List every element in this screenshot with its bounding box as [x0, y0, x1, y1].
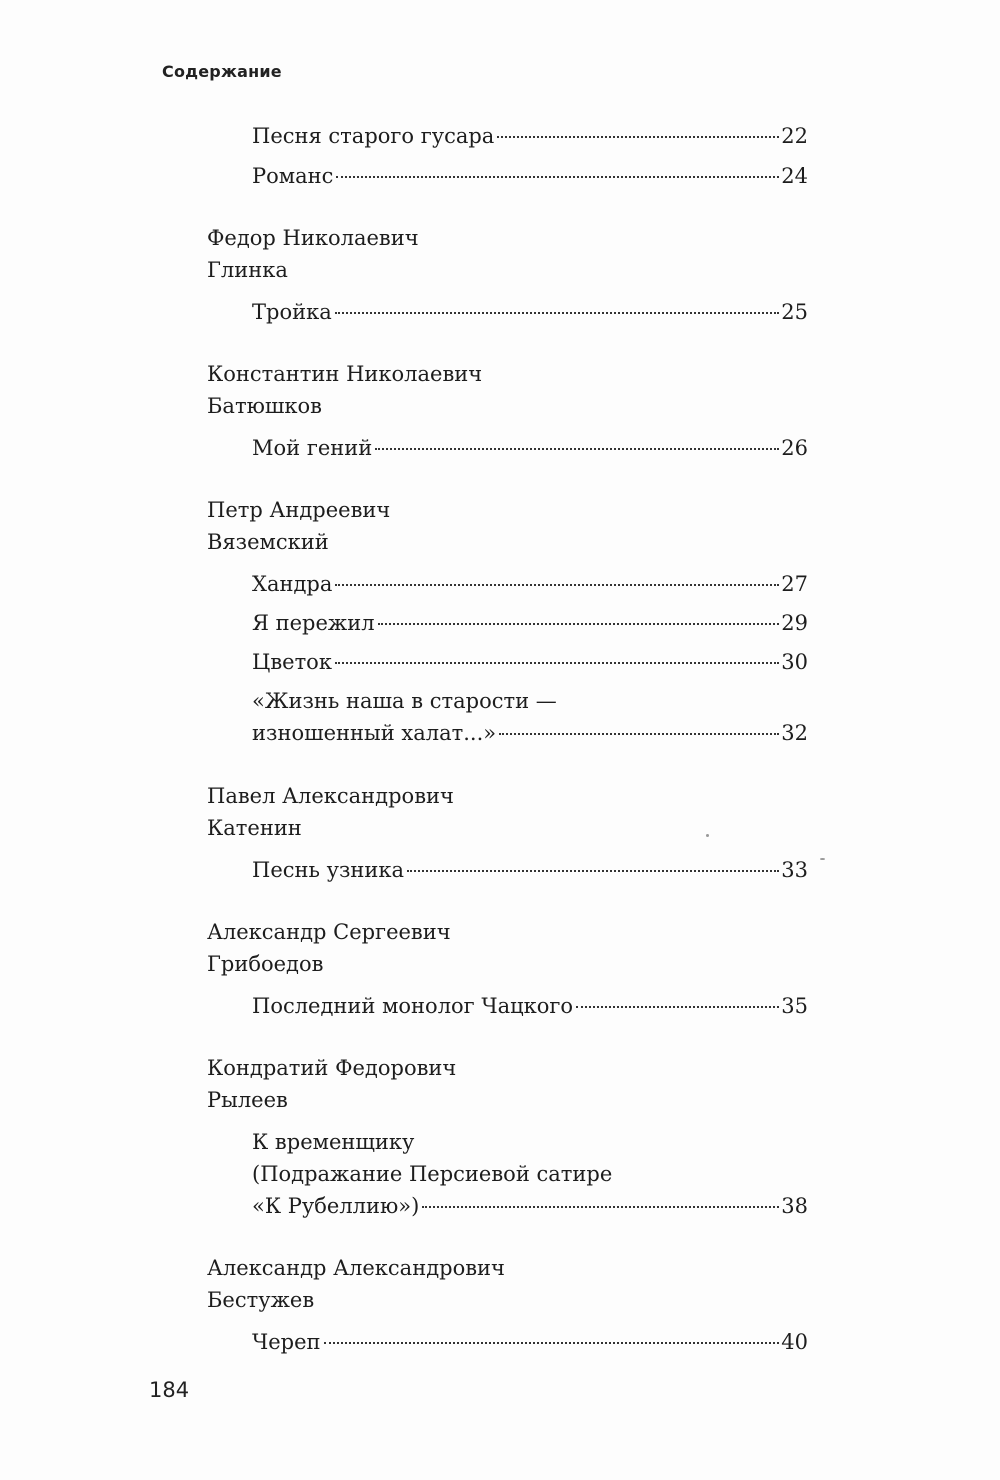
toc-row: [252, 432, 808, 464]
toc-row: [252, 607, 808, 639]
toc-entry: [252, 646, 808, 678]
entry-page-number: 33: [781, 858, 808, 882]
dot-leader: [335, 662, 779, 664]
toc-entry: [252, 120, 808, 152]
dot-leader: [407, 870, 779, 872]
entry-page-number: 38: [781, 1194, 808, 1218]
dot-leader: [335, 312, 780, 314]
author-name-line: Александр Александрович: [207, 1256, 505, 1280]
author-name-line: Кондратий Федорович: [207, 1056, 457, 1080]
author-name-line: Рылеев: [207, 1088, 288, 1112]
entry-page-number: 40: [781, 1330, 808, 1354]
toc-entry: [252, 1126, 808, 1222]
toc-author: [207, 1252, 505, 1316]
toc-row: [252, 1190, 808, 1222]
entry-page-number: 24: [781, 164, 808, 188]
entry-title: Цветок: [252, 650, 332, 674]
entry-title: Тройка: [252, 300, 332, 324]
entry-title: Последний монолог Чацкого: [252, 994, 574, 1018]
toc-author: [207, 358, 482, 422]
dot-leader: [422, 1206, 779, 1208]
dot-leader: [335, 584, 779, 586]
author-name-line: Вяземский: [207, 530, 329, 554]
dot-leader: [336, 176, 779, 178]
entry-title: Череп: [252, 1330, 321, 1354]
toc-entry: [252, 568, 808, 600]
toc-author: [207, 494, 390, 558]
toc-row: [252, 990, 808, 1022]
entry-page-number: 32: [781, 721, 808, 745]
author-name-line: Павел Александрович: [207, 784, 454, 808]
paper-speck: [820, 858, 825, 860]
entry-page-number: 30: [781, 650, 808, 674]
entry-page-number: 22: [781, 124, 808, 148]
toc-entry: [252, 990, 808, 1022]
entry-title: Романс: [252, 164, 334, 188]
author-name-line: Батюшков: [207, 394, 322, 418]
toc-entry: [252, 432, 808, 464]
author-name-line: Константин Николаевич: [207, 362, 483, 386]
entry-title: Мой гений: [252, 436, 373, 460]
entry-title-line: К временщику: [252, 1130, 415, 1154]
entry-title: Песня старого гусара: [252, 124, 495, 148]
author-name-line: Глинка: [207, 258, 288, 282]
dot-leader: [576, 1006, 779, 1008]
toc-row: [252, 854, 808, 886]
entry-title: «К Рубеллию»): [252, 1194, 420, 1218]
author-name-line: Грибоедов: [207, 952, 324, 976]
toc-row: [252, 160, 808, 192]
dot-leader: [324, 1342, 780, 1344]
running-head: Содержание: [162, 62, 282, 81]
toc-row: [252, 717, 808, 749]
entry-title: Я пережил: [252, 611, 375, 635]
toc-entry: [252, 854, 808, 886]
toc-row: [252, 568, 808, 600]
toc-row: [252, 120, 808, 152]
entry-title: Песнь узника: [252, 858, 405, 882]
author-name-line: Бестужев: [207, 1288, 315, 1312]
toc-row: [252, 296, 808, 328]
dot-leader: [499, 733, 779, 735]
entry-page-number: 26: [781, 436, 808, 460]
toc-author: [207, 1052, 456, 1116]
author-name-line: Катенин: [207, 816, 302, 840]
toc-author: [207, 222, 419, 286]
toc-author: [207, 780, 454, 844]
paper-speck: [706, 834, 709, 837]
author-name-line: Петр Андреевич: [207, 498, 391, 522]
toc-entry: [252, 607, 808, 639]
toc-entry: [252, 1326, 808, 1358]
toc-entry: [252, 296, 808, 328]
entry-title: изношенный халат...»: [252, 721, 497, 745]
toc-entry: [252, 160, 808, 192]
toc-row: [252, 1326, 808, 1358]
entry-page-number: 27: [781, 572, 808, 596]
page-number: 184: [149, 1378, 190, 1402]
entry-page-number: 35: [781, 994, 808, 1018]
dot-leader: [497, 136, 779, 138]
entry-page-number: 29: [781, 611, 808, 635]
author-name-line: Федор Николаевич: [207, 226, 419, 250]
toc-row: [252, 646, 808, 678]
entry-page-number: 25: [781, 300, 808, 324]
dot-leader: [378, 623, 780, 625]
entry-title: Хандра: [252, 572, 333, 596]
entry-title-line: «Жизнь наша в старости —: [252, 689, 557, 713]
toc-entry: [252, 685, 808, 749]
author-name-line: Александр Сергеевич: [207, 920, 451, 944]
toc-author: [207, 916, 451, 980]
dot-leader: [375, 448, 779, 450]
entry-title-line: (Подражание Персиевой сатире: [252, 1162, 613, 1186]
